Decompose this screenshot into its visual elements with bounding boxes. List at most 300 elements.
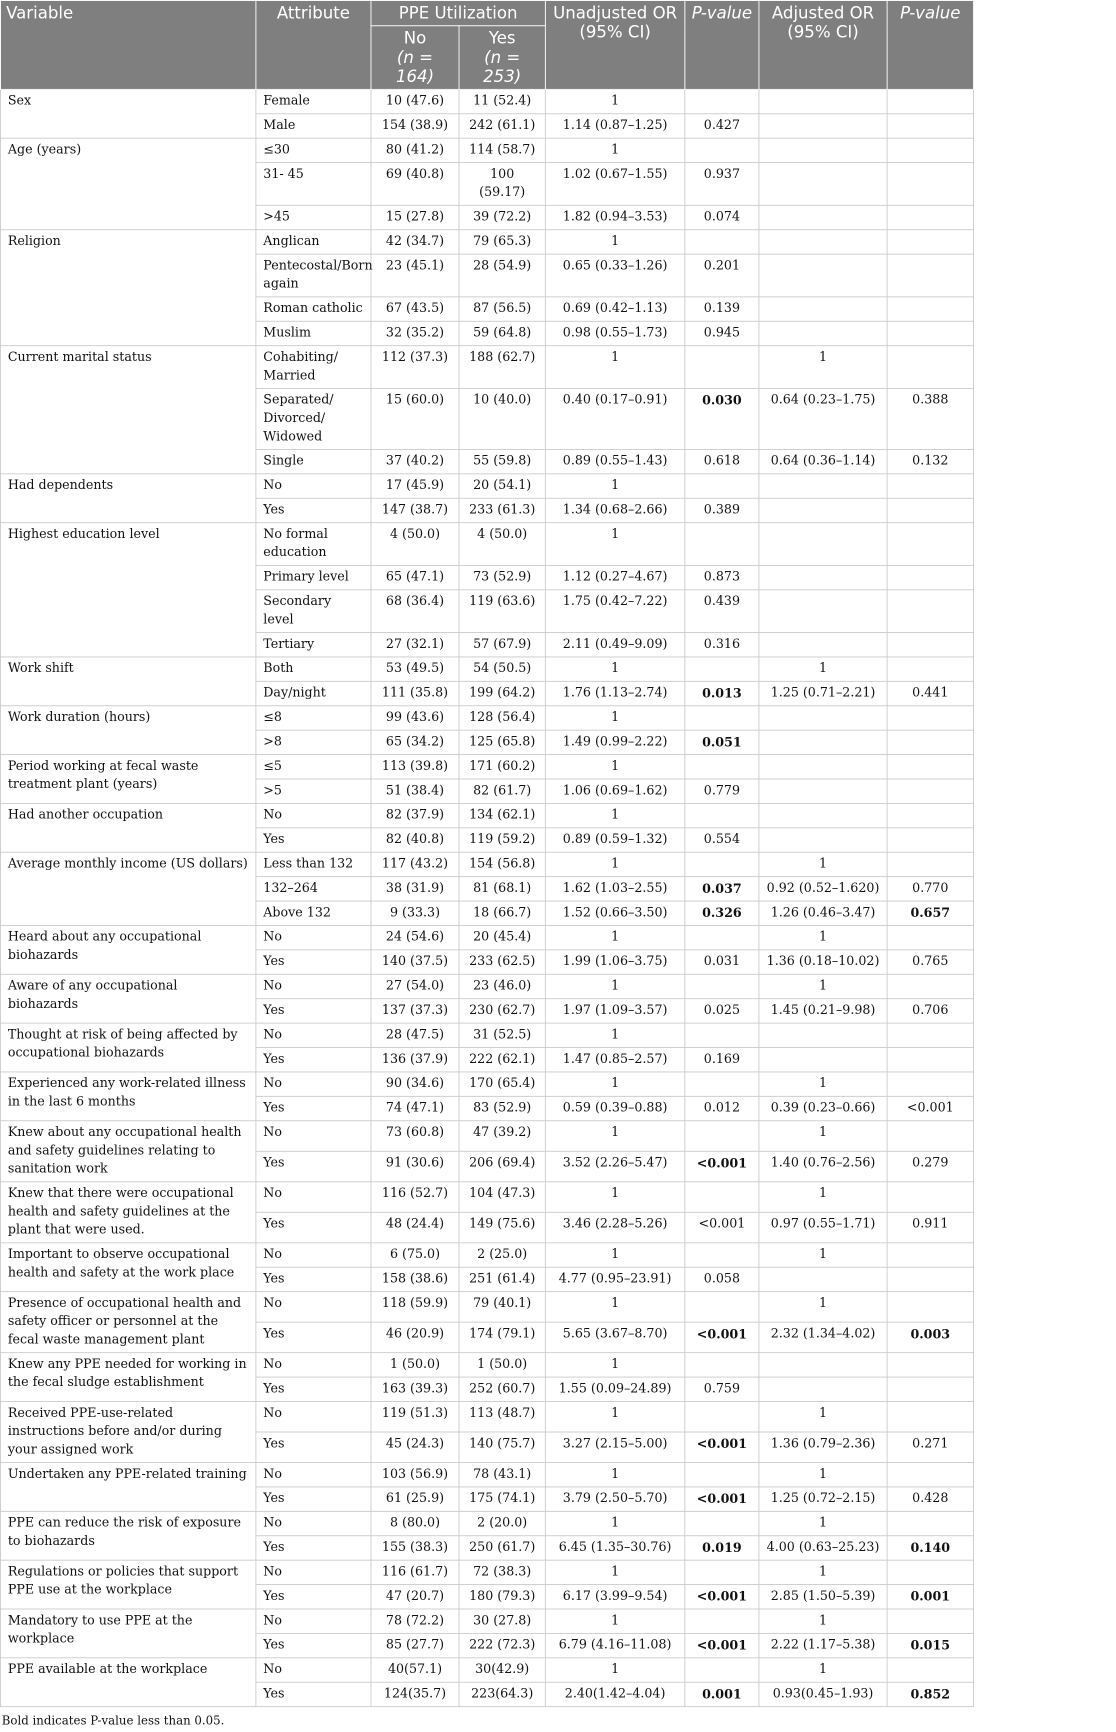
cell-yes: 206 (69.4) [459, 1151, 545, 1182]
header-p-value-2 [887, 0, 973, 89]
cell-variable: Knew that there were occupational health and safety guidelines at the plant that were used. [0, 1182, 255, 1243]
cell-no: 46 (20.9) [371, 1322, 459, 1353]
table-row [0, 523, 973, 566]
cell-yes: 79 (40.1) [459, 1292, 545, 1323]
cell-unadjusted-or: 1 [545, 230, 684, 254]
cell-unadjusted-or: 1.47 (0.85–2.57) [545, 1048, 684, 1072]
cell-unadjusted-or: 3.46 (2.28–5.26) [545, 1212, 684, 1243]
cell-attribute: Yes [256, 1151, 371, 1182]
cell-p-value-1: 0.389 [685, 498, 759, 522]
cell-yes: 188 (62.7) [459, 346, 545, 389]
cell-p-value-2: 0.388 [887, 388, 973, 449]
cell-p-value-1: 0.019 [685, 1536, 759, 1560]
cell-p-value-1: 0.554 [685, 828, 759, 852]
cell-attribute: No [256, 1353, 371, 1377]
cell-yes: 30(42.9) [459, 1658, 545, 1682]
cell-unadjusted-or: 1.76 (1.13–2.74) [545, 681, 684, 705]
cell-attribute: 31- 45 [256, 163, 371, 206]
cell-variable: PPE available at the workplace [0, 1658, 255, 1707]
cell-attribute: >8 [256, 730, 371, 754]
cell-no: 80 (41.2) [371, 138, 459, 162]
header-unadjusted-ci-label: (95% CI) [579, 22, 651, 42]
cell-p-value-2 [887, 1023, 973, 1047]
cell-no: 15 (27.8) [371, 205, 459, 229]
cell-adjusted-or: 1 [759, 1658, 887, 1682]
cell-yes: 23 (46.0) [459, 974, 545, 998]
cell-yes: 154 (56.8) [459, 852, 545, 876]
cell-yes: 223(64.3) [459, 1682, 545, 1706]
cell-no: 119 (51.3) [371, 1401, 459, 1432]
cell-adjusted-or: 0.97 (0.55–1.71) [759, 1212, 887, 1243]
cell-adjusted-or: 1 [759, 1511, 887, 1535]
cell-no: 38 (31.9) [371, 877, 459, 901]
cell-p-value-2: 0.765 [887, 950, 973, 974]
cell-no: 28 (47.5) [371, 1023, 459, 1047]
cell-unadjusted-or: 1.52 (0.66–3.50) [545, 901, 684, 925]
cell-unadjusted-or: 1.06 (0.69–1.62) [545, 779, 684, 803]
cell-p-value-1: <0.001 [685, 1487, 759, 1511]
cell-no: 9 (33.3) [371, 901, 459, 925]
cell-unadjusted-or: 6.45 (1.35–30.76) [545, 1536, 684, 1560]
cell-unadjusted-or: 1 [545, 1353, 684, 1377]
cell-p-value-2: 0.911 [887, 1212, 973, 1243]
cell-adjusted-or: 0.93(0.45–1.93) [759, 1682, 887, 1706]
cell-yes: 81 (68.1) [459, 877, 545, 901]
cell-p-value-1: 0.326 [685, 901, 759, 925]
cell-p-value-2 [887, 1121, 973, 1152]
cell-p-value-1: 0.316 [685, 633, 759, 657]
cell-yes: 31 (52.5) [459, 1023, 545, 1047]
cell-no: 163 (39.3) [371, 1377, 459, 1401]
cell-adjusted-or: 1 [759, 925, 887, 949]
cell-adjusted-or: 1 [759, 1243, 887, 1267]
cell-p-value-2 [887, 230, 973, 254]
cell-unadjusted-or: 1 [545, 1560, 684, 1584]
cell-attribute: Both [256, 657, 371, 681]
cell-attribute: >5 [256, 779, 371, 803]
header-p-value-1-label: P-value [691, 3, 753, 23]
cell-no: 65 (47.1) [371, 565, 459, 589]
cell-variable: Heard about any occupational biohazards [0, 925, 255, 974]
table-row [0, 89, 973, 113]
header-no-label: No [403, 28, 427, 48]
cell-attribute: Tertiary [256, 633, 371, 657]
cell-unadjusted-or: 6.17 (3.99–9.54) [545, 1585, 684, 1609]
cell-attribute: No [256, 1182, 371, 1213]
cell-adjusted-or [759, 1267, 887, 1291]
cell-adjusted-or [759, 1023, 887, 1047]
cell-attribute: No [256, 1072, 371, 1096]
cell-yes: 233 (61.3) [459, 498, 545, 522]
cell-attribute: Male [256, 114, 371, 138]
cell-attribute: No [256, 803, 371, 827]
cell-variable: Knew about any occupational health and safety guidelines relating to sanitation work [0, 1121, 255, 1182]
cell-adjusted-or: 1 [759, 1463, 887, 1487]
table-row [0, 474, 973, 498]
cell-p-value-1 [685, 89, 759, 113]
cell-p-value-1: 0.618 [685, 449, 759, 473]
cell-p-value-1: 0.937 [685, 163, 759, 206]
table-row [0, 803, 973, 827]
cell-unadjusted-or: 3.27 (2.15–5.00) [545, 1432, 684, 1463]
cell-yes: 171 (60.2) [459, 755, 545, 779]
cell-unadjusted-or: 5.65 (3.67–8.70) [545, 1322, 684, 1353]
cell-adjusted-or: 1 [759, 1292, 887, 1323]
cell-unadjusted-or: 1.55 (0.09–24.89) [545, 1377, 684, 1401]
header-yes-n: (n = 253) [483, 47, 522, 87]
cell-attribute: Yes [256, 1377, 371, 1401]
cell-p-value-2 [887, 803, 973, 827]
cell-no: 15 (60.0) [371, 388, 459, 449]
table-row [0, 1023, 973, 1047]
cell-p-value-2: 0.428 [887, 1487, 973, 1511]
cell-yes: 125 (65.8) [459, 730, 545, 754]
cell-attribute: No [256, 1121, 371, 1152]
cell-attribute: No [256, 1463, 371, 1487]
cell-attribute: Yes [256, 1048, 371, 1072]
cell-yes: 134 (62.1) [459, 803, 545, 827]
table-row [0, 1243, 973, 1267]
header-ppe-utilization [371, 0, 545, 25]
cell-yes: 20 (54.1) [459, 474, 545, 498]
cell-yes: 28 (54.9) [459, 254, 545, 297]
cell-variable: Work duration (hours) [0, 706, 255, 755]
cell-yes: 114 (58.7) [459, 138, 545, 162]
cell-variable: PPE can reduce the risk of exposure to biohazards [0, 1511, 255, 1560]
cell-yes: 47 (39.2) [459, 1121, 545, 1152]
cell-no: 37 (40.2) [371, 449, 459, 473]
cell-p-value-2: 0.003 [887, 1322, 973, 1353]
header-ppe-utilization-label: PPE Utilization [398, 3, 518, 23]
cell-adjusted-or: 1 [759, 1401, 887, 1432]
table-row [0, 755, 973, 779]
cell-variable: Undertaken any PPE-related training [0, 1463, 255, 1512]
header-unadjusted-or [545, 0, 684, 89]
cell-p-value-1: 0.139 [685, 297, 759, 321]
cell-p-value-2: 0.015 [887, 1633, 973, 1657]
table-row [0, 230, 973, 254]
cell-p-value-1: <0.001 [685, 1212, 759, 1243]
cell-attribute: Anglican [256, 230, 371, 254]
cell-unadjusted-or: 1 [545, 657, 684, 681]
cell-adjusted-or [759, 590, 887, 633]
cell-no: 61 (25.9) [371, 1487, 459, 1511]
cell-adjusted-or: 1.25 (0.71–2.21) [759, 681, 887, 705]
cell-p-value-1: 0.779 [685, 779, 759, 803]
cell-p-value-2 [887, 297, 973, 321]
cell-variable: Aware of any occupational biohazards [0, 974, 255, 1023]
header-no [371, 26, 459, 90]
cell-attribute: Cohabiting/ Married [256, 346, 371, 389]
cell-variable: Important to observe occupational health and safety at the work place [0, 1243, 255, 1292]
cell-no: 47 (20.7) [371, 1585, 459, 1609]
cell-yes: 4 (50.0) [459, 523, 545, 566]
table-row [0, 1463, 973, 1487]
cell-unadjusted-or: 1 [545, 1072, 684, 1096]
cell-no: 23 (45.1) [371, 254, 459, 297]
cell-p-value-2 [887, 1182, 973, 1213]
cell-no: 90 (34.6) [371, 1072, 459, 1096]
cell-no: 27 (32.1) [371, 633, 459, 657]
cell-p-value-1: 0.427 [685, 114, 759, 138]
cell-p-value-1 [685, 706, 759, 730]
cell-p-value-2 [887, 1609, 973, 1633]
cell-yes: 222 (62.1) [459, 1048, 545, 1072]
cell-yes: 140 (75.7) [459, 1432, 545, 1463]
cell-p-value-1: 0.001 [685, 1682, 759, 1706]
cell-attribute: Primary level [256, 565, 371, 589]
cell-adjusted-or [759, 474, 887, 498]
cell-unadjusted-or: 1 [545, 89, 684, 113]
cell-adjusted-or: 1.36 (0.79–2.36) [759, 1432, 887, 1463]
cell-yes: 242 (61.1) [459, 114, 545, 138]
cell-yes: 54 (50.5) [459, 657, 545, 681]
cell-no: 116 (61.7) [371, 1560, 459, 1584]
cell-unadjusted-or: 1 [545, 346, 684, 389]
cell-no: 103 (56.9) [371, 1463, 459, 1487]
cell-p-value-1: <0.001 [685, 1633, 759, 1657]
cell-yes: 10 (40.0) [459, 388, 545, 449]
cell-attribute: No [256, 474, 371, 498]
cell-p-value-1 [685, 1353, 759, 1377]
cell-adjusted-or: 0.39 (0.23–0.66) [759, 1096, 887, 1120]
cell-no: 91 (30.6) [371, 1151, 459, 1182]
cell-attribute: No [256, 1401, 371, 1432]
cell-no: 111 (35.8) [371, 681, 459, 705]
cell-attribute: No [256, 1023, 371, 1047]
cell-attribute: Yes [256, 498, 371, 522]
cell-no: 117 (43.2) [371, 852, 459, 876]
cell-p-value-1 [685, 1609, 759, 1633]
cell-attribute: Yes [256, 1585, 371, 1609]
cell-yes: 174 (79.1) [459, 1322, 545, 1353]
cell-attribute: Yes [256, 1682, 371, 1706]
cell-p-value-1 [685, 657, 759, 681]
cell-attribute: Yes [256, 1536, 371, 1560]
cell-no: 154 (38.9) [371, 114, 459, 138]
table-row [0, 1182, 973, 1213]
cell-unadjusted-or: 1 [545, 803, 684, 827]
cell-attribute: Roman catholic [256, 297, 371, 321]
cell-unadjusted-or: 4.77 (0.95–23.91) [545, 1267, 684, 1291]
cell-attribute: ≤30 [256, 138, 371, 162]
cell-yes: 180 (79.3) [459, 1585, 545, 1609]
cell-attribute: No [256, 1609, 371, 1633]
cell-unadjusted-or: 0.89 (0.59–1.32) [545, 828, 684, 852]
footnote [0, 1707, 973, 1728]
cell-p-value-2: <0.001 [887, 1096, 973, 1120]
table-row [0, 1560, 973, 1584]
cell-no: 6 (75.0) [371, 1243, 459, 1267]
table-row [0, 1658, 973, 1682]
cell-yes: 128 (56.4) [459, 706, 545, 730]
cell-unadjusted-or: 3.52 (2.26–5.47) [545, 1151, 684, 1182]
cell-yes: 83 (52.9) [459, 1096, 545, 1120]
cell-p-value-2 [887, 321, 973, 345]
cell-unadjusted-or: 0.59 (0.39–0.88) [545, 1096, 684, 1120]
cell-p-value-1 [685, 1072, 759, 1096]
cell-unadjusted-or: 6.79 (4.16–11.08) [545, 1633, 684, 1657]
cell-yes: 39 (72.2) [459, 205, 545, 229]
table-row [0, 657, 973, 681]
cell-p-value-2 [887, 1292, 973, 1323]
table-row [0, 1609, 973, 1633]
cell-yes: 252 (60.7) [459, 1377, 545, 1401]
cell-p-value-2: 0.001 [887, 1585, 973, 1609]
cell-p-value-2 [887, 633, 973, 657]
cell-p-value-2: 0.279 [887, 1151, 973, 1182]
footnote-text: Bold indicates P-value less than 0.05. [1, 1714, 225, 1728]
cell-unadjusted-or: 1.12 (0.27–4.67) [545, 565, 684, 589]
cell-adjusted-or: 1.45 (0.21–9.98) [759, 999, 887, 1023]
cell-unadjusted-or: 1.97 (1.09–3.57) [545, 999, 684, 1023]
cell-adjusted-or: 1.26 (0.46–3.47) [759, 901, 887, 925]
cell-p-value-2 [887, 346, 973, 389]
cell-no: 40(57.1) [371, 1658, 459, 1682]
cell-attribute: ≤5 [256, 755, 371, 779]
cell-unadjusted-or: 1 [545, 1292, 684, 1323]
cell-yes: 175 (74.1) [459, 1487, 545, 1511]
cell-no: 17 (45.9) [371, 474, 459, 498]
cell-attribute: Muslim [256, 321, 371, 345]
cell-yes: 104 (47.3) [459, 1182, 545, 1213]
cell-p-value-1: 0.051 [685, 730, 759, 754]
cell-p-value-1: 0.030 [685, 388, 759, 449]
cell-adjusted-or: 1 [759, 974, 887, 998]
cell-yes: 251 (61.4) [459, 1267, 545, 1291]
cell-p-value-2 [887, 974, 973, 998]
cell-no: 69 (40.8) [371, 163, 459, 206]
cell-p-value-1 [685, 1560, 759, 1584]
cell-p-value-1: <0.001 [685, 1151, 759, 1182]
cell-yes: 1 (50.0) [459, 1353, 545, 1377]
cell-attribute: Yes [256, 1487, 371, 1511]
cell-p-value-2 [887, 1658, 973, 1682]
cell-p-value-1 [685, 1463, 759, 1487]
cell-unadjusted-or: 0.65 (0.33–1.26) [545, 254, 684, 297]
cell-adjusted-or [759, 163, 887, 206]
cell-p-value-1 [685, 852, 759, 876]
cell-attribute: >45 [256, 205, 371, 229]
cell-p-value-1 [685, 1023, 759, 1047]
cell-no: 113 (39.8) [371, 755, 459, 779]
cell-unadjusted-or: 1 [545, 755, 684, 779]
cell-p-value-1: 0.058 [685, 1267, 759, 1291]
cell-attribute: No [256, 1560, 371, 1584]
table-row [0, 1511, 973, 1535]
cell-p-value-1 [685, 1511, 759, 1535]
cell-p-value-2 [887, 657, 973, 681]
cell-p-value-1 [685, 523, 759, 566]
header-attribute-label: Attribute [276, 3, 351, 23]
header-yes [459, 26, 545, 90]
cell-adjusted-or [759, 498, 887, 522]
cell-yes: 59 (64.8) [459, 321, 545, 345]
cell-unadjusted-or: 0.69 (0.42–1.13) [545, 297, 684, 321]
cell-no: 24 (54.6) [371, 925, 459, 949]
cell-variable: Had another occupation [0, 803, 255, 852]
cell-adjusted-or [759, 1353, 887, 1377]
cell-no: 32 (35.2) [371, 321, 459, 345]
cell-unadjusted-or: 2.40(1.42–4.04) [545, 1682, 684, 1706]
cell-unadjusted-or: 2.11 (0.49–9.09) [545, 633, 684, 657]
cell-p-value-2 [887, 89, 973, 113]
cell-p-value-1 [685, 230, 759, 254]
cell-variable: Average monthly income (US dollars) [0, 852, 255, 925]
cell-attribute: Secondary level [256, 590, 371, 633]
cell-adjusted-or: 1 [759, 1560, 887, 1584]
cell-no: 116 (52.7) [371, 1182, 459, 1213]
table-body [0, 89, 973, 1706]
header-adjusted-or [759, 0, 887, 89]
cell-unadjusted-or: 0.98 (0.55–1.73) [545, 321, 684, 345]
cell-p-value-1: <0.001 [685, 1432, 759, 1463]
table-row [0, 1072, 973, 1096]
cell-no: 137 (37.3) [371, 999, 459, 1023]
cell-adjusted-or [759, 565, 887, 589]
cell-p-value-2 [887, 1243, 973, 1267]
cell-no: 118 (59.9) [371, 1292, 459, 1323]
cell-adjusted-or: 0.64 (0.36–1.14) [759, 449, 887, 473]
cell-yes: 2 (25.0) [459, 1243, 545, 1267]
header-p-value-2-label: P-value [900, 3, 961, 23]
cell-no: 147 (38.7) [371, 498, 459, 522]
cell-unadjusted-or: 1.62 (1.03–2.55) [545, 877, 684, 901]
cell-yes: 119 (63.6) [459, 590, 545, 633]
cell-p-value-2 [887, 1072, 973, 1096]
cell-unadjusted-or: 1.49 (0.99–2.22) [545, 730, 684, 754]
cell-unadjusted-or: 3.79 (2.50–5.70) [545, 1487, 684, 1511]
cell-yes: 11 (52.4) [459, 89, 545, 113]
cell-variable: Presence of occupational health and safety officer or personnel at the fecal waste management plant [0, 1292, 255, 1353]
cell-p-value-1: 0.012 [685, 1096, 759, 1120]
cell-p-value-2 [887, 706, 973, 730]
cell-variable: Highest education level [0, 523, 255, 657]
cell-adjusted-or [759, 114, 887, 138]
cell-p-value-2 [887, 730, 973, 754]
cell-p-value-1: 0.439 [685, 590, 759, 633]
cell-p-value-2 [887, 523, 973, 566]
cell-p-value-2 [887, 1267, 973, 1291]
header-p-value-1 [685, 0, 759, 89]
cell-p-value-2: 0.657 [887, 901, 973, 925]
cell-unadjusted-or: 1.75 (0.42–7.22) [545, 590, 684, 633]
cell-p-value-1 [685, 138, 759, 162]
cell-yes: 57 (67.9) [459, 633, 545, 657]
cell-p-value-2 [887, 565, 973, 589]
cell-p-value-1: 0.013 [685, 681, 759, 705]
cell-unadjusted-or: 1 [545, 523, 684, 566]
cell-p-value-1 [685, 803, 759, 827]
cell-adjusted-or [759, 706, 887, 730]
cell-no: 140 (37.5) [371, 950, 459, 974]
cell-adjusted-or: 4.00 (0.63–25.23) [759, 1536, 887, 1560]
cell-unadjusted-or: 1 [545, 474, 684, 498]
cell-unadjusted-or: 0.89 (0.55–1.43) [545, 449, 684, 473]
cell-yes: 222 (72.3) [459, 1633, 545, 1657]
header-adjusted-ci-label: (95% CI) [787, 22, 859, 42]
cell-adjusted-or [759, 755, 887, 779]
cell-adjusted-or [759, 138, 887, 162]
cell-no: 42 (34.7) [371, 230, 459, 254]
cell-p-value-1: 0.169 [685, 1048, 759, 1072]
table-row [0, 925, 973, 949]
cell-p-value-1: <0.001 [685, 1322, 759, 1353]
header-yes-label: Yes [488, 28, 516, 48]
cell-p-value-1 [685, 1243, 759, 1267]
cell-adjusted-or: 1 [759, 1182, 887, 1213]
cell-p-value-2 [887, 114, 973, 138]
